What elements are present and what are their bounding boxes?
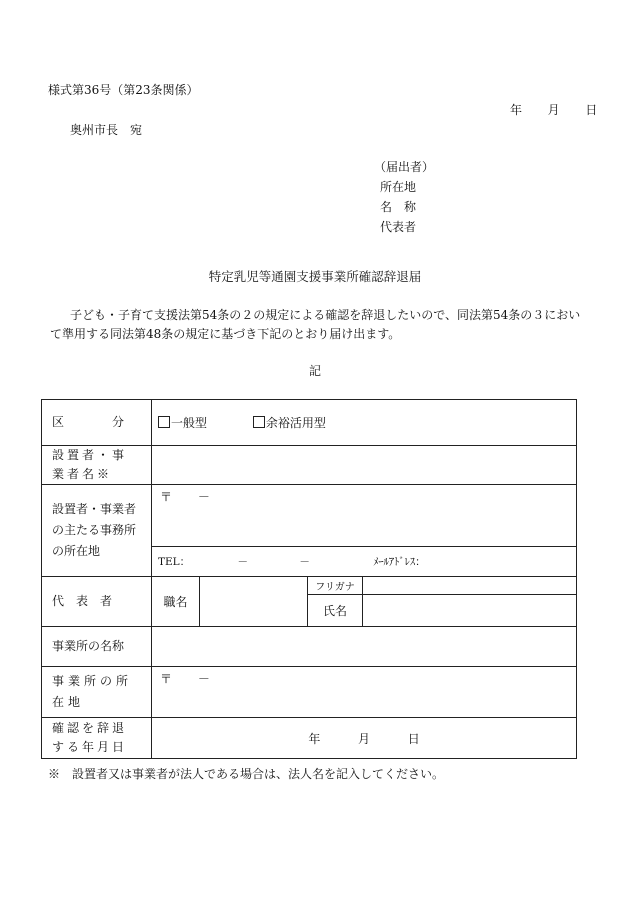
postal-dash: － <box>197 490 210 504</box>
submission-date <box>510 101 597 118</box>
surplus-checkbox[interactable] <box>253 416 265 428</box>
category-options <box>152 400 577 446</box>
job-title-label: 職名 <box>152 577 200 627</box>
footnote: ※ 設置者又は事業者が法人である場合は、法人名を記入してください。 <box>48 767 445 781</box>
withdraw-day: 日 <box>407 731 420 746</box>
furigana-field[interactable] <box>363 577 577 595</box>
applicant-name-label: 名 称 <box>380 200 417 214</box>
row-operator <box>42 446 577 485</box>
name-label: 氏名 <box>308 595 363 627</box>
form-number: 様式第36号（第23条関係） <box>48 83 199 97</box>
job-title-field[interactable] <box>200 577 308 627</box>
operator-label: 設置者・事業者名※ <box>42 446 152 485</box>
postal-mark: 〒 <box>160 490 173 504</box>
withdraw-date-field[interactable] <box>152 718 577 759</box>
addressee: 奥州市長 宛 <box>70 123 143 137</box>
facility-address-field[interactable] <box>152 667 577 718</box>
category-label: 区 分 <box>42 400 152 446</box>
withdraw-month: 月 <box>358 731 371 746</box>
facility-postal <box>152 667 576 687</box>
operator-name-field[interactable] <box>152 446 577 485</box>
general-checkbox[interactable] <box>158 416 170 428</box>
contact-field[interactable] <box>152 547 577 577</box>
furigana-label: フリガナ <box>308 577 363 595</box>
facility-name-label: 事業所の名称 <box>42 627 152 667</box>
row-facility-address <box>42 667 577 718</box>
withdraw-date-label: 確認を辞退する年月日 <box>42 718 152 759</box>
option-surplus[interactable] <box>253 414 326 431</box>
representative-label: 代 表 者 <box>42 577 152 627</box>
applicant-heading: （届出者） <box>374 160 435 174</box>
applicant-rep-label: 代表者 <box>380 220 417 234</box>
notification-form-table <box>41 399 577 759</box>
ki-heading: 記 <box>308 364 321 378</box>
facility-name-field[interactable] <box>152 627 577 667</box>
row-representative <box>42 577 577 595</box>
email-label: ﾒｰﾙｱﾄﾞﾚｽ： <box>373 556 426 568</box>
facility-postal-dash: － <box>197 672 210 686</box>
document-title: 特定乳児等通園支援事業所確認辞退届 <box>208 269 422 284</box>
option-general-label: 一般型 <box>171 415 208 430</box>
option-general[interactable] <box>158 414 207 431</box>
date-day: 日 <box>585 103 598 117</box>
option-surplus-label: 余裕活用型 <box>265 415 326 430</box>
office-address-field[interactable] <box>152 485 577 547</box>
facility-address-label: 事業所の所在地 <box>42 667 152 718</box>
withdraw-year: 年 <box>308 731 321 746</box>
document-body: 子ども・子育て支援法第54条の２の規定による確認を辞退したいので、同法第54条の３において準用する同法第48条の規定に基づき下記のとおり届け出ます。 <box>50 308 581 341</box>
tel-label: TEL： <box>158 556 191 568</box>
applicant-block <box>368 157 434 237</box>
office-address-label: 設置者・事業者の主たる事務所の所在地 <box>42 485 152 577</box>
date-year: 年 <box>510 103 523 117</box>
row-office-address <box>42 485 577 547</box>
facility-postal-mark: 〒 <box>160 672 173 686</box>
applicant-address-label: 所在地 <box>380 180 417 194</box>
row-withdraw-date <box>42 718 577 759</box>
tel-dash-2: － <box>299 556 310 568</box>
tel-dash-1: － <box>237 556 248 568</box>
row-facility-name <box>42 627 577 667</box>
date-month: 月 <box>547 103 560 117</box>
office-postal <box>152 485 576 505</box>
name-field[interactable] <box>363 595 577 627</box>
row-category <box>42 400 577 446</box>
